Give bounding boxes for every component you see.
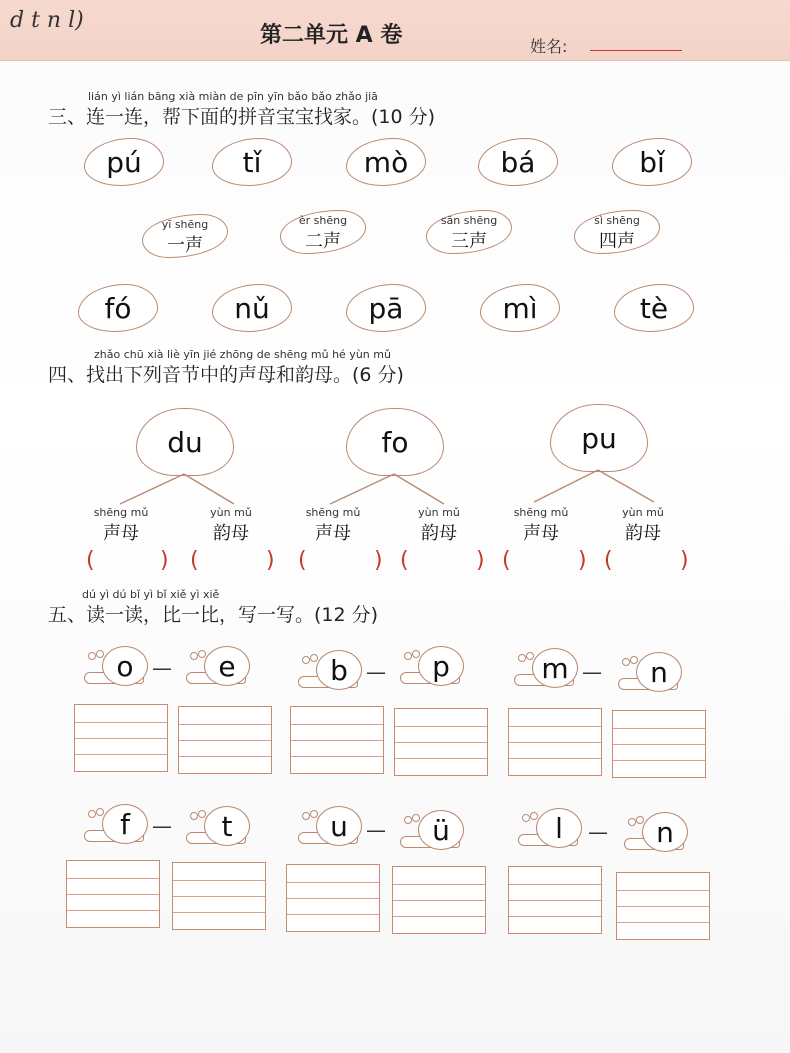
snail-shell-letter: t: [204, 806, 250, 846]
page-title: 第二单元 A 卷: [260, 23, 403, 48]
final-1-pinyin: yùn mǔ: [210, 506, 252, 519]
snail-u-umlaut: [400, 810, 464, 850]
leaf-top-4[interactable]: bá: [478, 138, 558, 186]
answer-slot-1-close[interactable]: ): [160, 548, 169, 573]
snail-eye-icon: [522, 814, 530, 822]
snail-n-2: [624, 812, 688, 852]
snail-b: [298, 650, 362, 690]
snail-e: [186, 646, 250, 686]
writing-grid[interactable]: [612, 710, 706, 778]
final-2-pinyin: yùn mǔ: [418, 506, 460, 519]
tone-4-hanzi: 四声: [599, 231, 635, 252]
snail-eye-icon: [404, 816, 412, 824]
writing-grid[interactable]: [392, 866, 486, 934]
leaf-top-5[interactable]: bǐ: [612, 138, 692, 186]
section3-title: 三、连一连，帮下面的拼音宝宝找家。(10 分): [48, 106, 436, 128]
snail-shell-letter: f: [102, 804, 148, 844]
answer-slot-6-open[interactable]: (: [604, 548, 613, 573]
tone-4-pinyin: sì shēng: [594, 214, 640, 227]
pair-dash: —: [152, 656, 172, 680]
writing-grid[interactable]: [74, 704, 168, 772]
snail-f: [84, 804, 148, 844]
answer-slot-2-close[interactable]: ): [266, 548, 275, 573]
snail-eye-icon: [190, 652, 198, 660]
snail-p: [400, 646, 464, 686]
snail-eye-icon: [526, 652, 534, 660]
answer-slot-4-open[interactable]: (: [400, 548, 409, 573]
snail-eye-icon: [302, 656, 310, 664]
tone-3-hanzi: 三声: [451, 231, 487, 252]
snail-eye-icon: [404, 652, 412, 660]
initial-1-hanzi: 声母: [103, 523, 139, 544]
pair-dash: —: [582, 660, 602, 684]
snail-eye-icon: [96, 808, 104, 816]
syllable-leaf-pu: pu: [550, 404, 648, 472]
answer-slot-3-close[interactable]: ): [374, 548, 383, 573]
section5-pinyin: dú yì dú bǐ yì bǐ xiě yì xiě: [82, 588, 220, 601]
leaf-bottom-3[interactable]: pā: [346, 284, 426, 332]
snail-o: [84, 646, 148, 686]
snail-shell-letter: ü: [418, 810, 464, 850]
pair-dash: —: [152, 814, 172, 838]
answer-slot-5-open[interactable]: (: [502, 548, 511, 573]
snail-l: [518, 808, 582, 848]
snail-eye-icon: [198, 650, 206, 658]
snail-eye-icon: [310, 810, 318, 818]
snail-eye-icon: [636, 816, 644, 824]
tone-1-pinyin: yī shēng: [161, 218, 209, 231]
leaf-bottom-2[interactable]: nǔ: [212, 284, 292, 332]
initial-3-pinyin: shēng mǔ: [513, 506, 569, 519]
writing-grid[interactable]: [394, 708, 488, 776]
snail-shell-letter: u: [316, 806, 362, 846]
snail-m: [514, 648, 578, 688]
final-2-hanzi: 韵母: [421, 523, 457, 544]
initial-2-pinyin: shēng mǔ: [305, 506, 361, 519]
snail-eye-icon: [518, 654, 526, 662]
snail-u: [298, 806, 362, 846]
tone-2-pinyin: èr shēng: [298, 214, 348, 227]
answer-slot-3-open[interactable]: (: [298, 548, 307, 573]
final-3-hanzi: 韵母: [625, 523, 661, 544]
initial-label-3: [506, 506, 576, 545]
snail-eye-icon: [88, 652, 96, 660]
section4-title: 四、找出下列音节中的声母和韵母。(6 分): [48, 364, 404, 386]
section4-pinyin: zhǎo chū xià liè yīn jié zhōng de shēng mǔ hé yùn mǔ: [94, 348, 391, 361]
snail-eye-icon: [412, 814, 420, 822]
tone-1-hanzi: 一声: [167, 235, 203, 256]
snail-eye-icon: [302, 812, 310, 820]
writing-grid[interactable]: [508, 708, 602, 776]
initial-3-hanzi: 声母: [523, 523, 559, 544]
leaf-top-1[interactable]: pú: [84, 138, 164, 186]
pair-dash: —: [366, 818, 386, 842]
writing-grid[interactable]: [178, 706, 272, 774]
initial-2-hanzi: 声母: [315, 523, 351, 544]
writing-grid[interactable]: [66, 860, 160, 928]
snail-shell-letter: e: [204, 646, 250, 686]
snail-shell-letter: p: [418, 646, 464, 686]
snail-eye-icon: [630, 656, 638, 664]
writing-grid[interactable]: [290, 706, 384, 774]
section5-title: 五、读一读，比一比，写一写。(12 分): [48, 604, 379, 626]
final-label-2: [404, 506, 474, 545]
snail-n: [618, 652, 682, 692]
snail-shell-letter: n: [642, 812, 688, 852]
tone-2-hanzi: 二声: [305, 231, 341, 252]
leaf-bottom-5[interactable]: tè: [614, 284, 694, 332]
syllable-leaf-fo: fo: [346, 408, 444, 476]
leaf-bottom-4[interactable]: mì: [480, 284, 560, 332]
final-1-hanzi: 韵母: [213, 523, 249, 544]
initial-label-1: [86, 506, 156, 545]
writing-grid[interactable]: [286, 864, 380, 932]
snail-shell-letter: o: [102, 646, 148, 686]
snail-eye-icon: [310, 654, 318, 662]
final-3-pinyin: yùn mǔ: [622, 506, 664, 519]
answer-slot-5-close[interactable]: ): [578, 548, 587, 573]
writing-grid[interactable]: [508, 866, 602, 934]
snail-eye-icon: [190, 812, 198, 820]
snail-shell-letter: b: [316, 650, 362, 690]
leaf-top-3[interactable]: mò: [346, 138, 426, 186]
name-label: 姓名:: [530, 37, 568, 56]
pair-dash: —: [366, 660, 386, 684]
writing-grid[interactable]: [616, 872, 710, 940]
snail-eye-icon: [622, 658, 630, 666]
snail-shell-letter: m: [532, 648, 578, 688]
answer-slot-6-close[interactable]: ): [680, 548, 689, 573]
snail-eye-icon: [198, 810, 206, 818]
answer-slot-4-close[interactable]: ): [476, 548, 485, 573]
leaf-top-2[interactable]: tǐ: [212, 138, 292, 186]
answer-slot-2-open[interactable]: (: [190, 548, 199, 573]
section3-pinyin: lián yì lián bāng xià miàn de pīn yīn bǎo bǎo zhǎo jiā: [88, 90, 378, 103]
initial-1-pinyin: shēng mǔ: [93, 506, 149, 519]
final-label-3: [608, 506, 678, 545]
leaf-bottom-1[interactable]: fó: [78, 284, 158, 332]
snail-eye-icon: [96, 650, 104, 658]
snail-shell-letter: n: [636, 652, 682, 692]
snail-shell-letter: l: [536, 808, 582, 848]
syllable-leaf-du: du: [136, 408, 234, 476]
snail-eye-icon: [412, 650, 420, 658]
answer-slot-1-open[interactable]: (: [86, 548, 95, 573]
snail-eye-icon: [628, 818, 636, 826]
pair-dash: —: [588, 820, 608, 844]
writing-grid[interactable]: [172, 862, 266, 930]
initial-label-2: [298, 506, 368, 545]
tone-3-pinyin: sān shēng: [440, 214, 498, 227]
snail-eye-icon: [530, 812, 538, 820]
snail-eye-icon: [88, 810, 96, 818]
header-left-note: d t n l): [10, 8, 84, 33]
final-label-1: [196, 506, 266, 545]
snail-t: [186, 806, 250, 846]
